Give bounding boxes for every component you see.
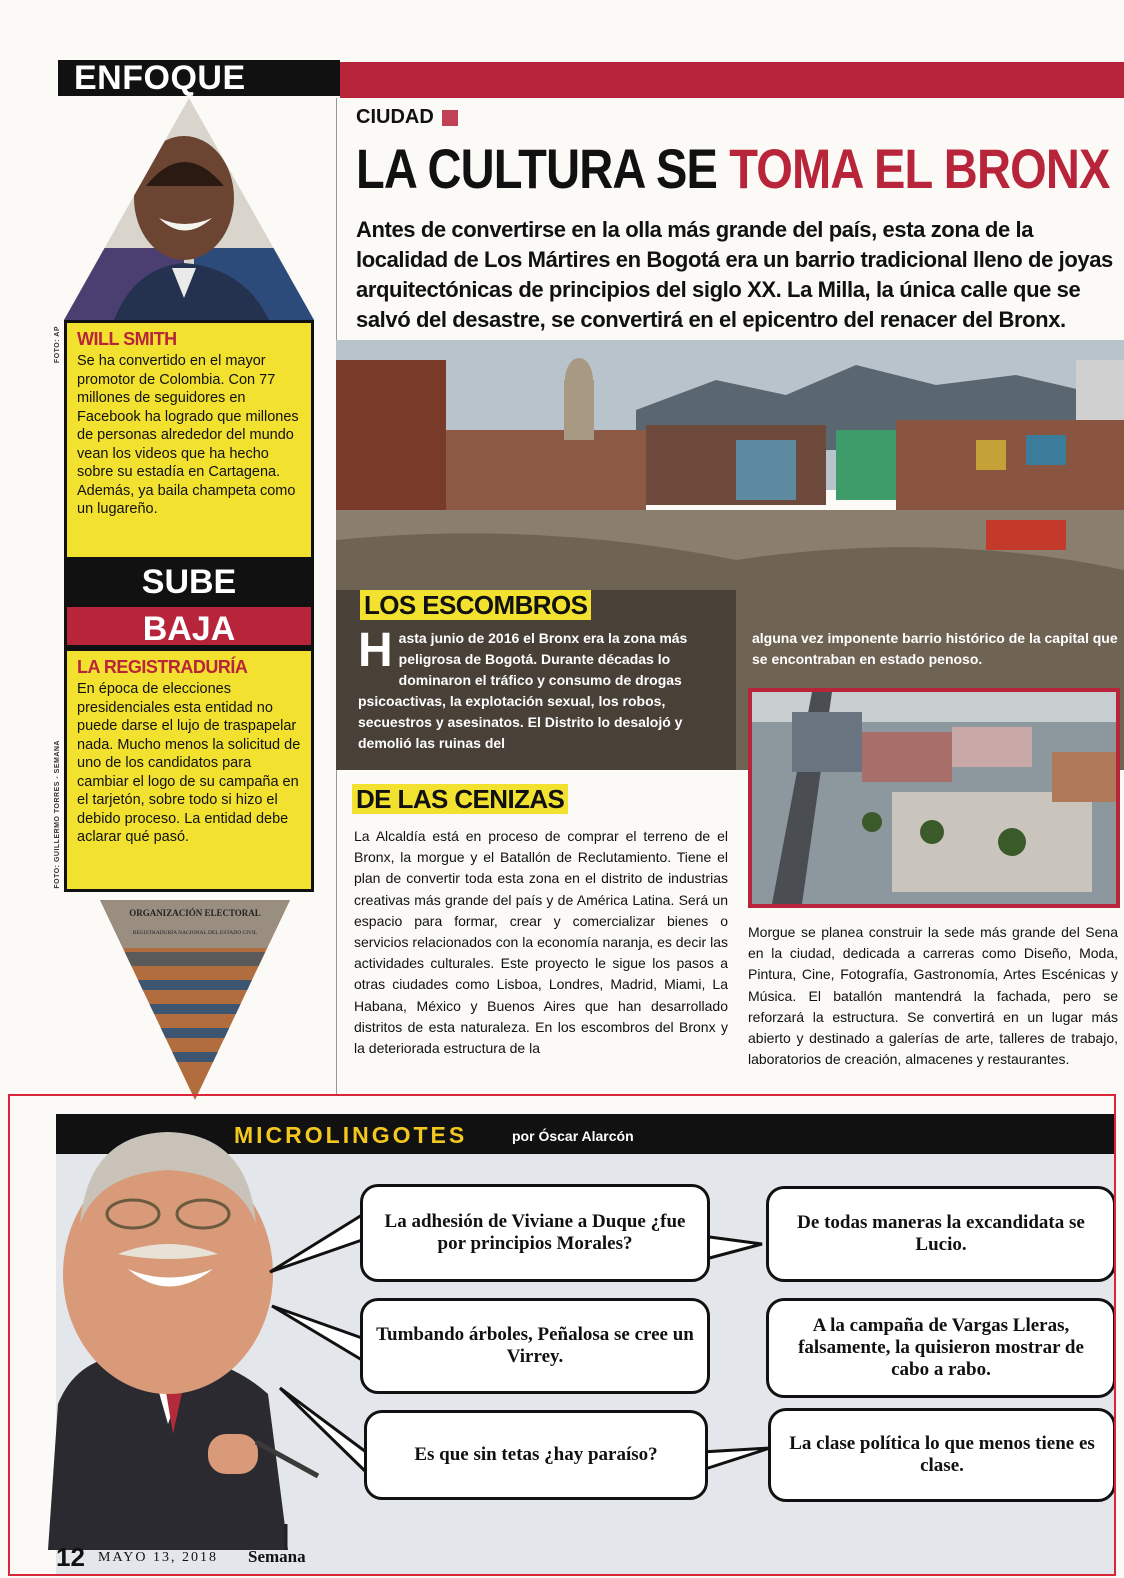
section2-title-wrap [352, 784, 568, 814]
highlight-frame [8, 1094, 1116, 1576]
bubble-6: La clase política lo que menos tiene es clase. [768, 1408, 1116, 1502]
will-smith-photo [64, 98, 314, 320]
photo-credit-torres: FOTO: GUILLERMO TORRES - SEMANA [54, 740, 61, 889]
lede: Antes de convertirse en la olla más grande del país, esta zona de la localidad de Los Mártires en Bogotá era un barrio tradicional lleno de joyas arquitectónicas de principios del siglo XX. La Milla, la única calle que se salvó del desastre, se convertirá en el epicentro del renacer del Bronx. [356, 217, 1113, 332]
building-sign-top: ORGANIZACIÓN ELECTORAL [129, 908, 261, 918]
kicker-square [442, 110, 458, 126]
sube-box-title: WILL SMITH [77, 329, 177, 349]
bubble-1: La adhesión de Viviane a Duque ¿fue por principios Morales? [360, 1184, 710, 1282]
bubble-5: Es que sin tetas ¿hay paraíso? [364, 1410, 708, 1500]
section2-title: DE LAS CENIZAS [352, 784, 568, 814]
microlingotes-author: por Óscar Alarcón [512, 1128, 634, 1144]
section1-col2: alguna vez imponente barrio histórico de la capital que se encontraban en estado penoso. [752, 630, 1118, 667]
bronx-rendering-photo [748, 688, 1120, 908]
section2-col2: Morgue se planea construir la sede más grande del Sena en la ciudad, dedicada a carreras como Diseño, Moda, Pintura, Cine, Fotografía, Gastronomía, Artes Escénicas y Música. El batallón mantendrá la fachada, pero se reforzará la estructura. Se convertirá en un lugar más abierto y destinado a galerías de arte, talleres de trabajo, laboratorios de creación, almacenes y restaurantes. [748, 924, 1118, 1068]
dropcap: H [358, 624, 393, 677]
bubble-2: De todas maneras la excandidata se Lucio. [766, 1186, 1116, 1282]
building-sign-bottom: REGISTRADURÍA NACIONAL DEL ESTADO CIVIL [132, 930, 258, 936]
kicker-label: CIUDAD [356, 106, 434, 128]
headline-red: TOMA EL BRONX [729, 137, 1110, 200]
baja-box-title: LA REGISTRADURÍA [77, 657, 248, 677]
sube-box-text: Se ha convertido en el mayor promotor de Colombia. Con 77 millones de seguidores en Facebook ha logrado que millones de personas alrededor del mundo vean los videos que ha hecho sobre su estadía en Cartagena. Además, ya baila champeta como un lugareño. [77, 353, 299, 517]
enfoque-header: ENFOQUE [58, 60, 340, 96]
baja-box [64, 648, 314, 892]
photo-credit-ap: FOTO: AP [54, 326, 61, 364]
microlingotes-title: MICROLINGOTES [234, 1122, 468, 1148]
bubble-4: A la campaña de Vargas Lleras, falsamente, la quisieron mostrar de cabo a rabo. [766, 1298, 1116, 1398]
header-red-bar [340, 62, 1124, 98]
baja-box-text: En época de elecciones presidenciales esta entidad no puede darse el lujo de traspapelar nada. Mucho menos la solicitud de uno de los candidatos para cambiar el logo de su campaña en el tarjetón, sobre todo si hizo el debido proceso. La entidad debe aclarar qué pasó. [77, 681, 301, 845]
sube-box [64, 320, 314, 560]
section1-col1-text: asta junio de 2016 el Bronx era la zona más peligrosa de Bogotá. Durante décadas lo dominaron el tráfico y consumo de drogas psicoactivas, la explotación sexual, los robos, secuestros y asesinatos. El Distrito lo desalojó y demolió las ruinas del [358, 630, 688, 751]
page-number: 12 [56, 1542, 85, 1572]
section1-col1 [358, 624, 730, 754]
headline-black: LA CULTURA SE [356, 137, 730, 200]
baja-label: BAJA [64, 604, 314, 648]
section-kicker [356, 106, 458, 129]
section1-title-wrap [360, 590, 591, 620]
registraduria-photo [100, 900, 290, 1100]
section2-col1: La Alcaldía está en proceso de comprar el terreno de el Bronx, la morgue y el Batallón de Reclutamiento. Tiene el plan de convertir toda esta zona en el distrito de industrias creativas más grande del país y de América Latina. Será un espacio para formar, crear y comercializar bienes o servicios relacionados con la economía naranja, es decir las actividades culturales. Este proyecto le sigue los pasos a otras ciudades como Lisboa, Londres, Madrid, Miami, La Habana, México y Buenos Aires que han desarrollado distritos de esta naturaleza. En los escombros del Bronx y la deteriorada estructura de la [354, 828, 728, 1057]
bubble-3: Tumbando árboles, Peñalosa se cree un Virrey. [360, 1298, 710, 1394]
issue-date: MAYO 13, 2018 [98, 1550, 218, 1565]
headline [356, 134, 1109, 204]
sube-label: SUBE [64, 560, 314, 604]
section1-title: LOS ESCOMBROS [360, 590, 591, 620]
magazine-brand: Semana [248, 1547, 306, 1566]
